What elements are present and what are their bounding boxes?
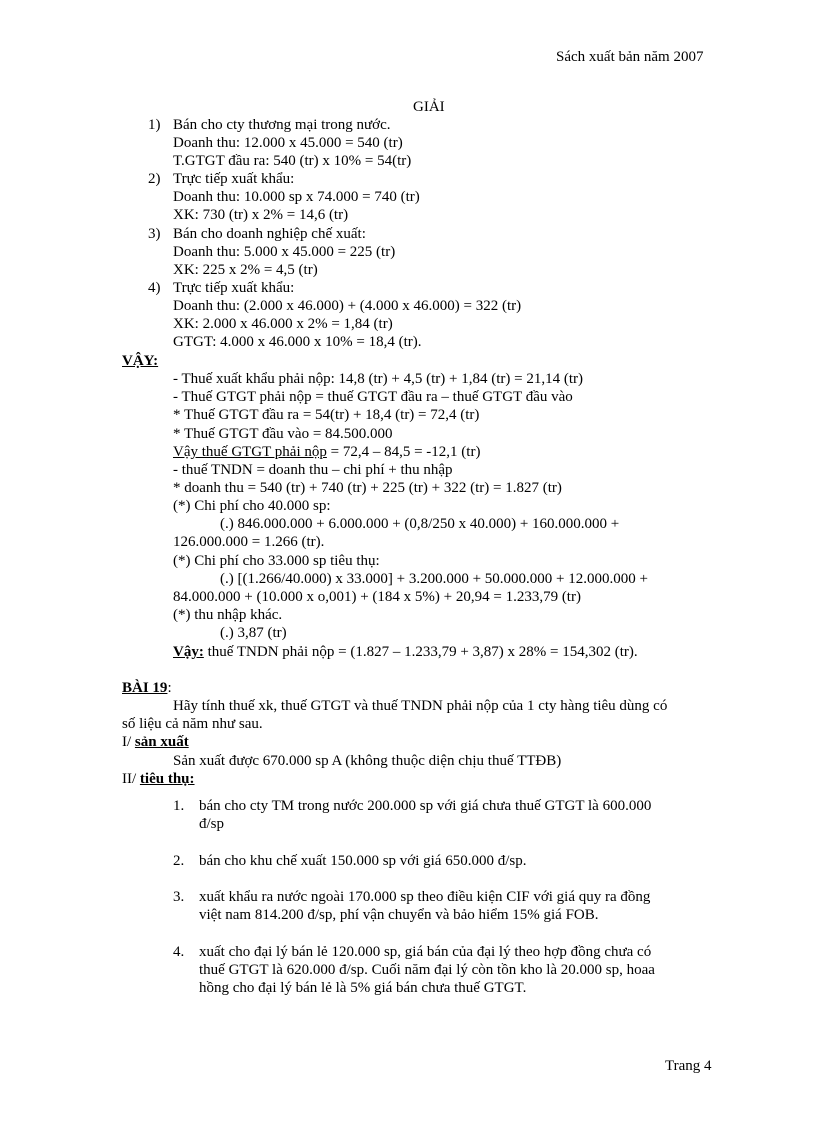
sales-item-line: việt nam 814.200 đ/sp, phí vận chuyển và bảo hiểm 15% giá FOB. (199, 907, 599, 923)
exercise-title-line (122, 679, 172, 697)
sales-item-line: thuế GTGT là 620.000 đ/sp. Cuối năm đại lý còn tồn kho là 20.000 sp, hoaa (199, 962, 655, 978)
cost-40k-line: 126.000.000 = 1.266 (tr). (173, 534, 325, 550)
sales-item-number: 3. (173, 889, 185, 905)
other-income-label: (*) thu nhập khác. (173, 607, 283, 623)
sales-item-number: 4. (173, 944, 185, 960)
solution-item-line: XK: 225 x 2% = 4,5 (tr) (173, 262, 318, 278)
cost-33k-label: (*) Chi phí cho 33.000 sp tiêu thụ: (173, 553, 380, 569)
sales-item-line: xuất cho đại lý bán lẻ 120.000 sp, giá bán của đại lý theo hợp đồng chưa có (199, 944, 652, 960)
cit-formula-line: - thuế TNDN = doanh thu – chi phí + thu nhập (173, 462, 453, 478)
page-footer: Trang 4 (665, 1058, 712, 1074)
solution-item-title: Bán cho doanh nghiệp chế xuất: (173, 226, 366, 242)
sales-item-number: 2. (173, 853, 185, 869)
solution-item-line: Doanh thu: 5.000 x 45.000 = 225 (tr) (173, 244, 396, 260)
sales-item-line: đ/sp (199, 816, 225, 832)
section-title: tiêu thụ: (139, 771, 195, 787)
final-value: thuế TNDN phải nộp = (1.827 – 1.233,79 + 3,87) x 28% = 154,302 (tr). (203, 644, 638, 660)
export-tax-line: - Thuế xuất khẩu phải nộp: 14,8 (tr) + 4,5 (tr) + 1,84 (tr) = 21,14 (tr) (173, 371, 584, 387)
solution-item-line: XK: 2.000 x 46.000 x 2% = 1,84 (tr) (173, 316, 393, 332)
vat-payable-label: Vậy thuế GTGT phải nộp (173, 444, 327, 460)
sales-item-number: 1. (173, 798, 185, 814)
production-line: Sản xuất được 670.000 sp A (không thuộc diện chịu thuế TTĐB) (173, 753, 562, 769)
cost-33k-line: 84.000.000 + (10.000 x o,001) + (184 x 5%) + 20,94 = 1.233,79 (tr) (173, 589, 581, 605)
section-prefix: II/ (122, 771, 140, 787)
exercise-intro-line: Hãy tính thuế xk, thuế GTGT và thuế TNDN phải nộp của 1 cty hàng tiêu dùng có (173, 698, 668, 714)
solution-item-number: 4) (148, 280, 161, 296)
sales-item-line: bán cho khu chế xuất 150.000 sp với giá 650.000 đ/sp. (199, 853, 527, 869)
page-header: Sách xuất bản năm 2007 (556, 49, 704, 65)
sales-item-line: bán cho cty TM trong nước 200.000 sp với giá chưa thuế GTGT là 600.000 (199, 798, 652, 814)
solution-item-number: 1) (148, 117, 161, 133)
solution-item-title: Trực tiếp xuất khẩu: (173, 280, 295, 296)
revenue-line: * doanh thu = 540 (tr) + 740 (tr) + 225 (tr) + 322 (tr) = 1.827 (tr) (173, 480, 562, 496)
cost-40k-label: (*) Chi phí cho 40.000 sp: (173, 498, 331, 514)
vat-output-line: * Thuế GTGT đầu ra = 54(tr) + 18,4 (tr) = 72,4 (tr) (173, 407, 480, 423)
cost-40k-line: (.) 846.000.000 + 6.000.000 + (0,8/250 x 40.000) + 160.000.000 + (220, 516, 620, 532)
conclusion-heading: VẬY: (122, 353, 159, 369)
vat-payable-line (173, 443, 480, 461)
exercise-intro-line: số liệu cả năm như sau. (122, 716, 263, 732)
final-cit-line (173, 643, 638, 661)
solution-title: GIẢI (413, 99, 445, 115)
solution-item-line: T.GTGT đầu ra: 540 (tr) x 10% = 54(tr) (173, 153, 412, 169)
solution-item-line: Doanh thu: 10.000 sp x 74.000 = 740 (tr) (173, 189, 420, 205)
solution-item-line: GTGT: 4.000 x 46.000 x 10% = 18,4 (tr). (173, 334, 422, 350)
exercise-title-suffix: : (167, 680, 172, 696)
cost-33k-line: (.) [(1.266/40.000) x 33.000] + 3.200.000 + 50.000.000 + 12.000.000 + (220, 571, 648, 587)
exercise-title: BÀI 19 (122, 680, 168, 696)
final-label: Vậy: (173, 644, 204, 660)
section-prefix: I/ (122, 734, 135, 750)
solution-item-title: Bán cho cty thương mại trong nước. (173, 117, 391, 133)
solution-item-line: Doanh thu: (2.000 x 46.000) + (4.000 x 46.000) = 322 (tr) (173, 298, 522, 314)
solution-item-number: 3) (148, 226, 161, 242)
solution-item-line: Doanh thu: 12.000 x 45.000 = 540 (tr) (173, 135, 403, 151)
section-sales-heading (122, 770, 195, 788)
solution-item-title: Trực tiếp xuất khẩu: (173, 171, 295, 187)
vat-payable-value: = 72,4 – 84,5 = -12,1 (tr) (326, 444, 481, 460)
solution-item-number: 2) (148, 171, 161, 187)
vat-input-line: * Thuế GTGT đầu vào = 84.500.000 (173, 426, 393, 442)
sales-item-line: hồng cho đại lý bán lẻ là 5% giá bán chưa thuế GTGT. (199, 980, 527, 996)
vat-formula-line: - Thuế GTGT phải nộp = thuế GTGT đầu ra – thuế GTGT đầu vào (173, 389, 573, 405)
other-income-value: (.) 3,87 (tr) (220, 625, 287, 641)
section-title: sản xuất (134, 734, 189, 750)
section-production-heading (122, 733, 189, 751)
solution-item-line: XK: 730 (tr) x 2% = 14,6 (tr) (173, 207, 349, 223)
sales-item-line: xuất khẩu ra nước ngoài 170.000 sp theo điều kiện CIF với giá quy ra đồng (199, 889, 651, 905)
